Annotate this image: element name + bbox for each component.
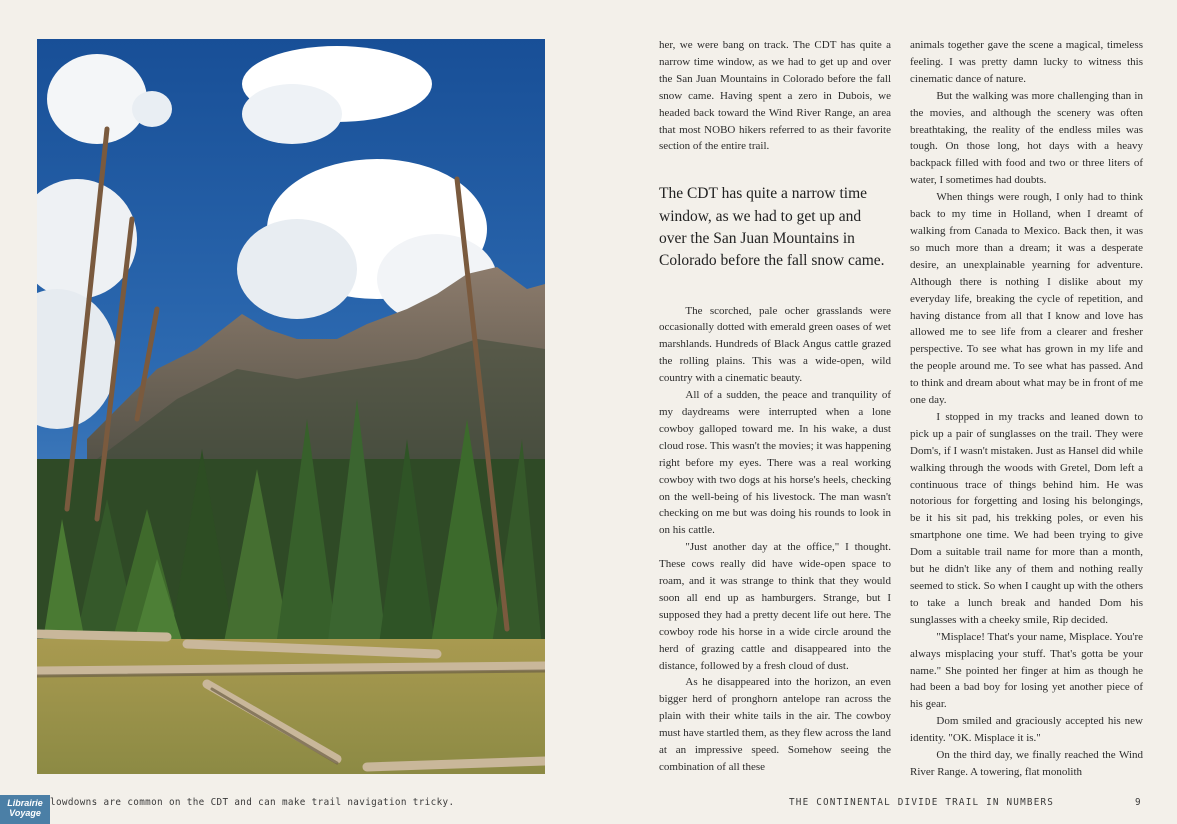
landscape-photo xyxy=(37,39,545,774)
page-number: 9 xyxy=(1135,797,1141,808)
paragraph: I stopped in my tracks and leaned down to pick up a pair of sunglasses on the trail. They were Dom's, if I wasn't mistaken. Just as Hansel did while walking through the woods with Gretel, Dom left a continuous trace of things behind him. He was notorious for forgetting and losing his belongings, be it his sit pad, his trekking poles, or even his smartphone one time. We had been trying to give Dom a suitable trail name for more than a month, but he didn't like any of them and nothing really seemed to stick. So when I caught up with the others to take a lunch break and handed Dom his sunglasses with a cheeky smile, Rip decided. xyxy=(910,410,1143,626)
paragraph: But the walking was more challenging than in the movies, and although the scenery was often breathtaking, the reality of the endless miles was tough. On those long, hot days with a heavy backpack filled with food and two or three liters of water, I sometimes had doubts. xyxy=(910,89,1143,187)
paragraph: animals together gave the scene a magical, timeless feeling. I was pretty damn lucky to witness this cinematic dance of nature. xyxy=(910,39,1143,85)
paragraph: As he disappeared into the horizon, an even bigger herd of pronghorn antelope ran across the plain with their white tails in the air. The cowboy must have startled them, as they flew across the land at an impressive speed. Somehow seeing the combination of all these xyxy=(659,676,891,773)
text-column-right xyxy=(910,37,1143,781)
photo-caption: lowdowns are common on the CDT and can make trail navigation tricky. xyxy=(50,797,455,808)
paragraph: her, we were bang on track. The CDT has quite a narrow time window, as we had to get up and over the San Juan Mountains in Colorado before the fall snow came. Having spent a zero in Dubois, we headed back toward the Wind River Range, an area that most NOBO hikers referred to as their favorite section of the entire trail. xyxy=(659,39,891,153)
watermark-line: Voyage xyxy=(9,808,41,818)
paragraph: The scorched, pale ocher grasslands were occasionally dotted with emerald green oases of wet marshlands. Hundreds of Black Angus cattle grazed the rolling plains. This was a wide-open, wild country with a cinematic beauty. xyxy=(659,304,891,385)
paragraph: All of a sudden, the peace and tranquility of my daydreams were interrupted when a lone cowboy galloped toward me. In his wake, a dust cloud rose. This wasn't the movies; it was happening right before my eyes. There was a real working cowboy with two dogs at his horse's heels, checking on the well-being of his livestock. The man wasn't checking on me but was doing his rounds to look in on his cattle. xyxy=(659,389,891,537)
watermark-logo xyxy=(0,795,50,824)
pull-quote: The CDT has quite a narrow time window, as we had to get up and over the San Juan Mountains in Colorado before the fall snow came. xyxy=(659,185,885,270)
photo-illustration xyxy=(37,39,545,774)
text-column-left xyxy=(659,37,891,776)
paragraph: "Misplace! That's your name, Misplace. You're always misplacing your stuff. That's gotta be your name." She pointed her finger at him as though he had been a bad boy for losing yet another piece of his gear. xyxy=(910,630,1143,711)
running-title: THE CONTINENTAL DIVIDE TRAIL IN NUMBERS xyxy=(789,797,1055,808)
paragraph: Dom smiled and graciously accepted his new identity. "OK. Misplace it is." xyxy=(910,715,1143,745)
paragraph: On the third day, we finally reached the Wind River Range. A towering, flat monolith xyxy=(910,749,1143,778)
watermark-line: Librairie xyxy=(7,798,43,808)
meadow xyxy=(37,639,545,774)
paragraph: "Just another day at the office," I thought. These cows really did have wide-open space to roam, and it was strange to think that they would soon all end up as hamburgers. Strange, but I supposed they had a pretty decent life out here. The cowboy rode his horse in a wide circle around the herd of grazing cattle and disappeared into the distance, followed by a fresh cloud of dust. xyxy=(659,541,891,672)
paragraph: When things were rough, I only had to think back to my time in Holland, when I dreamt of walking from Canada to Mexico. Back then, it was so much more than a dream; it was a desperate desire, an unexplainable yearning for adventure. Although there is nothing I dislike about my everyday life, breaking the cycle of repetition, and having distance from all that I know and love has allowed me to see life from a clearer and fresher perspective. To see what has grown in my life and the people around me. To see what has passed. And to think and dream about what may be in front of me one day. xyxy=(910,191,1143,407)
